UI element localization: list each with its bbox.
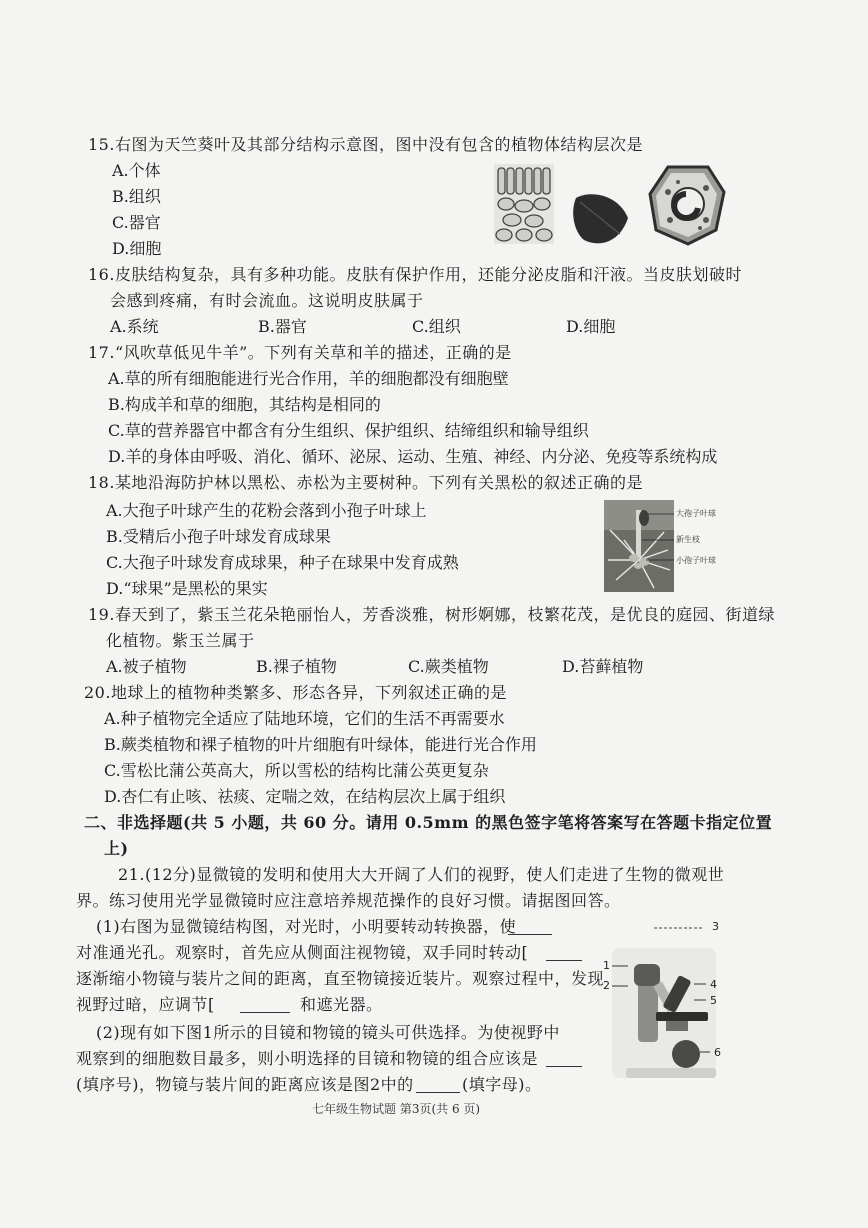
leaf-tissue-illustration: [494, 164, 554, 244]
q18-stem: 18.某地沿海防护林以黑松、赤松为主要树种。下列有关黑松的叙述正确的是: [88, 473, 643, 492]
q19-option-b: B.裸子植物: [256, 657, 337, 676]
q16-option-b: B.器官: [258, 317, 307, 336]
microscope-label-5: 5: [710, 994, 717, 1007]
q18-option-d: D.“球果”是黑松的果实: [106, 579, 268, 598]
q19-stem-line1: 19.春天到了，紫玉兰花朵艳丽怡人，芳香淡雅，树形婀娜，枝繁花茂，是优良的庭园、街道绿: [88, 605, 775, 624]
q21-part2-line3: (填序号)，物镜与装片间的距离应该是图2中的: [76, 1075, 414, 1094]
q15-option-c: C.器官: [112, 213, 161, 232]
q17-option-d: D.羊的身体由呼吸、消化、循环、泌尿、运动、生殖、神经、内分泌、免疫等系统构成: [108, 447, 718, 466]
microscope-label-2: 2: [603, 979, 610, 992]
q17-option-a: A.草的所有细胞能进行光合作用，羊的细胞都没有细胞壁: [108, 369, 509, 388]
label-megasporangiate-strobilus: 大孢子叶球: [676, 509, 716, 518]
microscope-label-4: 4: [710, 978, 717, 991]
q16-stem-line2: 会感到疼痛，有时会流血。这说明皮肤属于: [110, 291, 424, 310]
q21-part1-line2: 对准通光孔。观察时，首先应从侧面注视物镜，双手同时转动[: [76, 943, 529, 962]
section2-heading-line1: 二、非选择题(共 5 小题，共 60 分。请用 0.5mm 的黑色签字笔将答案写在答题卡指定位置: [84, 813, 773, 832]
q18-option-c: C.大孢子叶球发育成球果，种子在球果中发育成熟: [106, 553, 459, 572]
q19-option-a: A.被子植物: [106, 657, 187, 676]
q15-option-a: A.个体: [112, 161, 161, 180]
q21-part1-line1: (1)右图为显微镜结构图，对光时，小明要转动转换器，使: [96, 917, 517, 936]
q17-stem: 17.“风吹草低见牛羊”。下列有关草和羊的描述，正确的是: [88, 343, 512, 362]
q20-option-a: A.种子植物完全适应了陆地环境，它们的生活不再需要水: [104, 709, 505, 728]
q15-option-d: D.细胞: [112, 239, 162, 258]
q15-option-b: B.组织: [112, 187, 161, 206]
q21-part2-line1: (2)现有如下图1所示的目镜和物镜的镜头可供选择。为使视野中: [96, 1023, 560, 1042]
q17-option-b: B.构成羊和草的细胞，其结构是相同的: [108, 395, 381, 414]
q20-option-d: D.杏仁有止咳、祛痰、定喘之效，在结构层次上属于组织: [104, 787, 506, 806]
answer-blank-5[interactable]: [416, 1092, 460, 1093]
leaf-icon: [570, 190, 632, 248]
q19-stem-line2: 化植物。紫玉兰属于: [106, 631, 255, 650]
q16-stem-line1: 16.皮肤结构复杂，具有多种功能。皮肤有保护作用，还能分泌皮脂和汗液。当皮肤划破时: [88, 265, 742, 284]
microscope-label-6: 6: [714, 1046, 721, 1059]
answer-blank-1[interactable]: [508, 934, 552, 935]
q17-option-c: C.草的营养器官中都含有分生组织、保护组织、结缔组织和输导组织: [108, 421, 589, 440]
q21-part2-line3-end: (填字母)。: [462, 1075, 542, 1094]
plant-cell-illustration: [648, 164, 726, 246]
answer-blank-3[interactable]: [240, 1012, 290, 1013]
q16-option-a: A.系统: [110, 317, 159, 336]
q19-option-d: D.苔藓植物: [562, 657, 644, 676]
q21-part2-line2: 观察到的细胞数目最多，则小明选择的目镜和物镜的组合应该是: [76, 1049, 539, 1068]
label-microsporangiate-strobilus: 小孢子叶球: [676, 556, 716, 565]
q18-option-b: B.受精后小孢子叶球发育成球果: [106, 527, 331, 546]
q21-part1-line3: 逐渐缩小物镜与装片之间的距离，直至物镜接近装片。观察过程中，发现: [76, 969, 605, 988]
q19-option-c: C.蕨类植物: [408, 657, 489, 676]
q21-intro-line1: 21.(12分)显微镜的发明和使用大大开阔了人们的视野，使人们走进了生物的微观世: [118, 865, 725, 884]
q21-part1-line4-end: 和遮光器。: [300, 995, 383, 1014]
answer-blank-4[interactable]: [546, 1066, 582, 1067]
microscope-illustration: [598, 918, 728, 1080]
microscope-label-3: 3: [712, 920, 719, 933]
q15-stem: 15.右图为天竺葵叶及其部分结构示意图，图中没有包含的植物体结构层次是: [88, 135, 643, 154]
page-footer: 七年级生物试题 第3页(共 6 页): [312, 1102, 481, 1116]
section2-heading-line2: 上): [104, 839, 129, 858]
microscope-label-1: 1: [603, 959, 610, 972]
answer-blank-2[interactable]: [546, 960, 582, 961]
label-new-shoot: 新生枝: [676, 535, 700, 544]
pine-branch-photo: [604, 500, 674, 592]
q20-stem: 20.地球上的植物种类繁多、形态各异，下列叙述正确的是: [84, 683, 507, 702]
q21-intro-line2: 界。练习使用光学显微镜时应注意培养规范操作的良好习惯。请据图回答。: [76, 891, 621, 910]
q16-option-d: D.细胞: [566, 317, 616, 336]
q16-option-c: C.组织: [412, 317, 461, 336]
q21-part1-line4: 视野过暗，应调节[: [76, 995, 215, 1014]
q20-option-b: B.蕨类植物和裸子植物的叶片细胞有叶绿体，能进行光合作用: [104, 735, 537, 754]
q20-option-c: C.雪松比蒲公英高大，所以雪松的结构比蒲公英更复杂: [104, 761, 489, 780]
q18-option-a: A.大孢子叶球产生的花粉会落到小孢子叶球上: [106, 501, 427, 520]
